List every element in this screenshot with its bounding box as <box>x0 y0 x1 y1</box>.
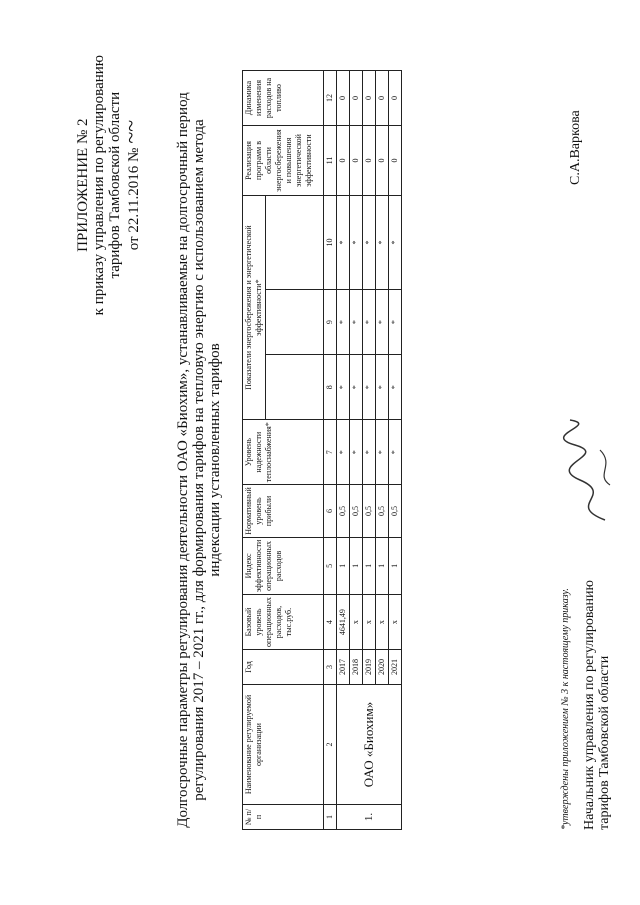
signature-scribble <box>560 415 620 525</box>
rotated-page <box>20 25 620 885</box>
appendix-title: ПРИЛОЖЕНИЕ № 2 <box>75 118 91 252</box>
header-num: № п/п <box>243 805 324 830</box>
table-header-row <box>243 71 266 830</box>
signature-name: С.А.Варкова <box>568 110 583 185</box>
header-year: Год <box>243 650 324 685</box>
header-program: Реализация программ в области энергосбережения и повышения энергетической эффективности <box>243 126 324 196</box>
org-name: ОАО «Биохим» <box>337 685 402 805</box>
header-dynamics: Динамика изменения расходов на топливо <box>243 71 324 126</box>
document-title: Долгосрочные параметры регулирования деятельности ОАО «Биохим», устанавливаемые на долгосрочный период регулирования 2017 – 2021 гг., для формирования тарифов на тепловую энергию с использованием метода индексации установленных тарифов <box>175 92 223 828</box>
header-base: Базовый уровень операционных расходов, тыс.руб. <box>243 595 324 650</box>
footnote: *утверждены приложением № 3 к настоящему приказу. <box>560 588 571 830</box>
header-norm: Нормативный уровень прибыли <box>243 485 324 538</box>
handwritten-order-number: ~~ <box>118 120 143 144</box>
signature-block <box>582 580 612 830</box>
table-row: 2020 х 1 0,5 * * * * 0 0 <box>376 71 389 830</box>
table-row: 2018 х 1 0,5 * * * * 0 0 <box>350 71 363 830</box>
table-row: 2019 х 1 0,5 * * * * 0 0 <box>363 71 376 830</box>
appendix-header <box>75 55 142 315</box>
signature-title: тарифов Тамбовской области <box>597 655 612 830</box>
appendix-line: тарифов Тамбовской области <box>107 91 123 279</box>
table-row: 1. ОАО «Биохим» 2017 4641,49 1 0,5 * * * * 0 0 <box>337 71 350 830</box>
header-reliab: Уровень надежности теплоснабжения* <box>243 420 324 485</box>
appendix-line: к приказу управления по регулированию <box>91 55 107 316</box>
signature-title: Начальник управления по регулированию <box>582 580 597 830</box>
table-row: 2021 х 1 0,5 * * * * 0 0 <box>389 71 402 830</box>
handwritten-signature <box>560 415 632 525</box>
column-number-row: 1 2 3 4 5 6 7 8 9 10 11 12 <box>324 71 337 830</box>
parameters-table <box>242 70 402 830</box>
header-energy: Показатели энергосбережения и энергетической эффективности* <box>243 196 266 420</box>
header-index: Индекс эффективности операционных расходов <box>243 537 324 594</box>
header-org: Наименование регулируемой организации <box>243 685 324 805</box>
appendix-date: от 22.11.2016 № ~~ <box>118 120 143 251</box>
row-number: 1. <box>337 805 402 830</box>
